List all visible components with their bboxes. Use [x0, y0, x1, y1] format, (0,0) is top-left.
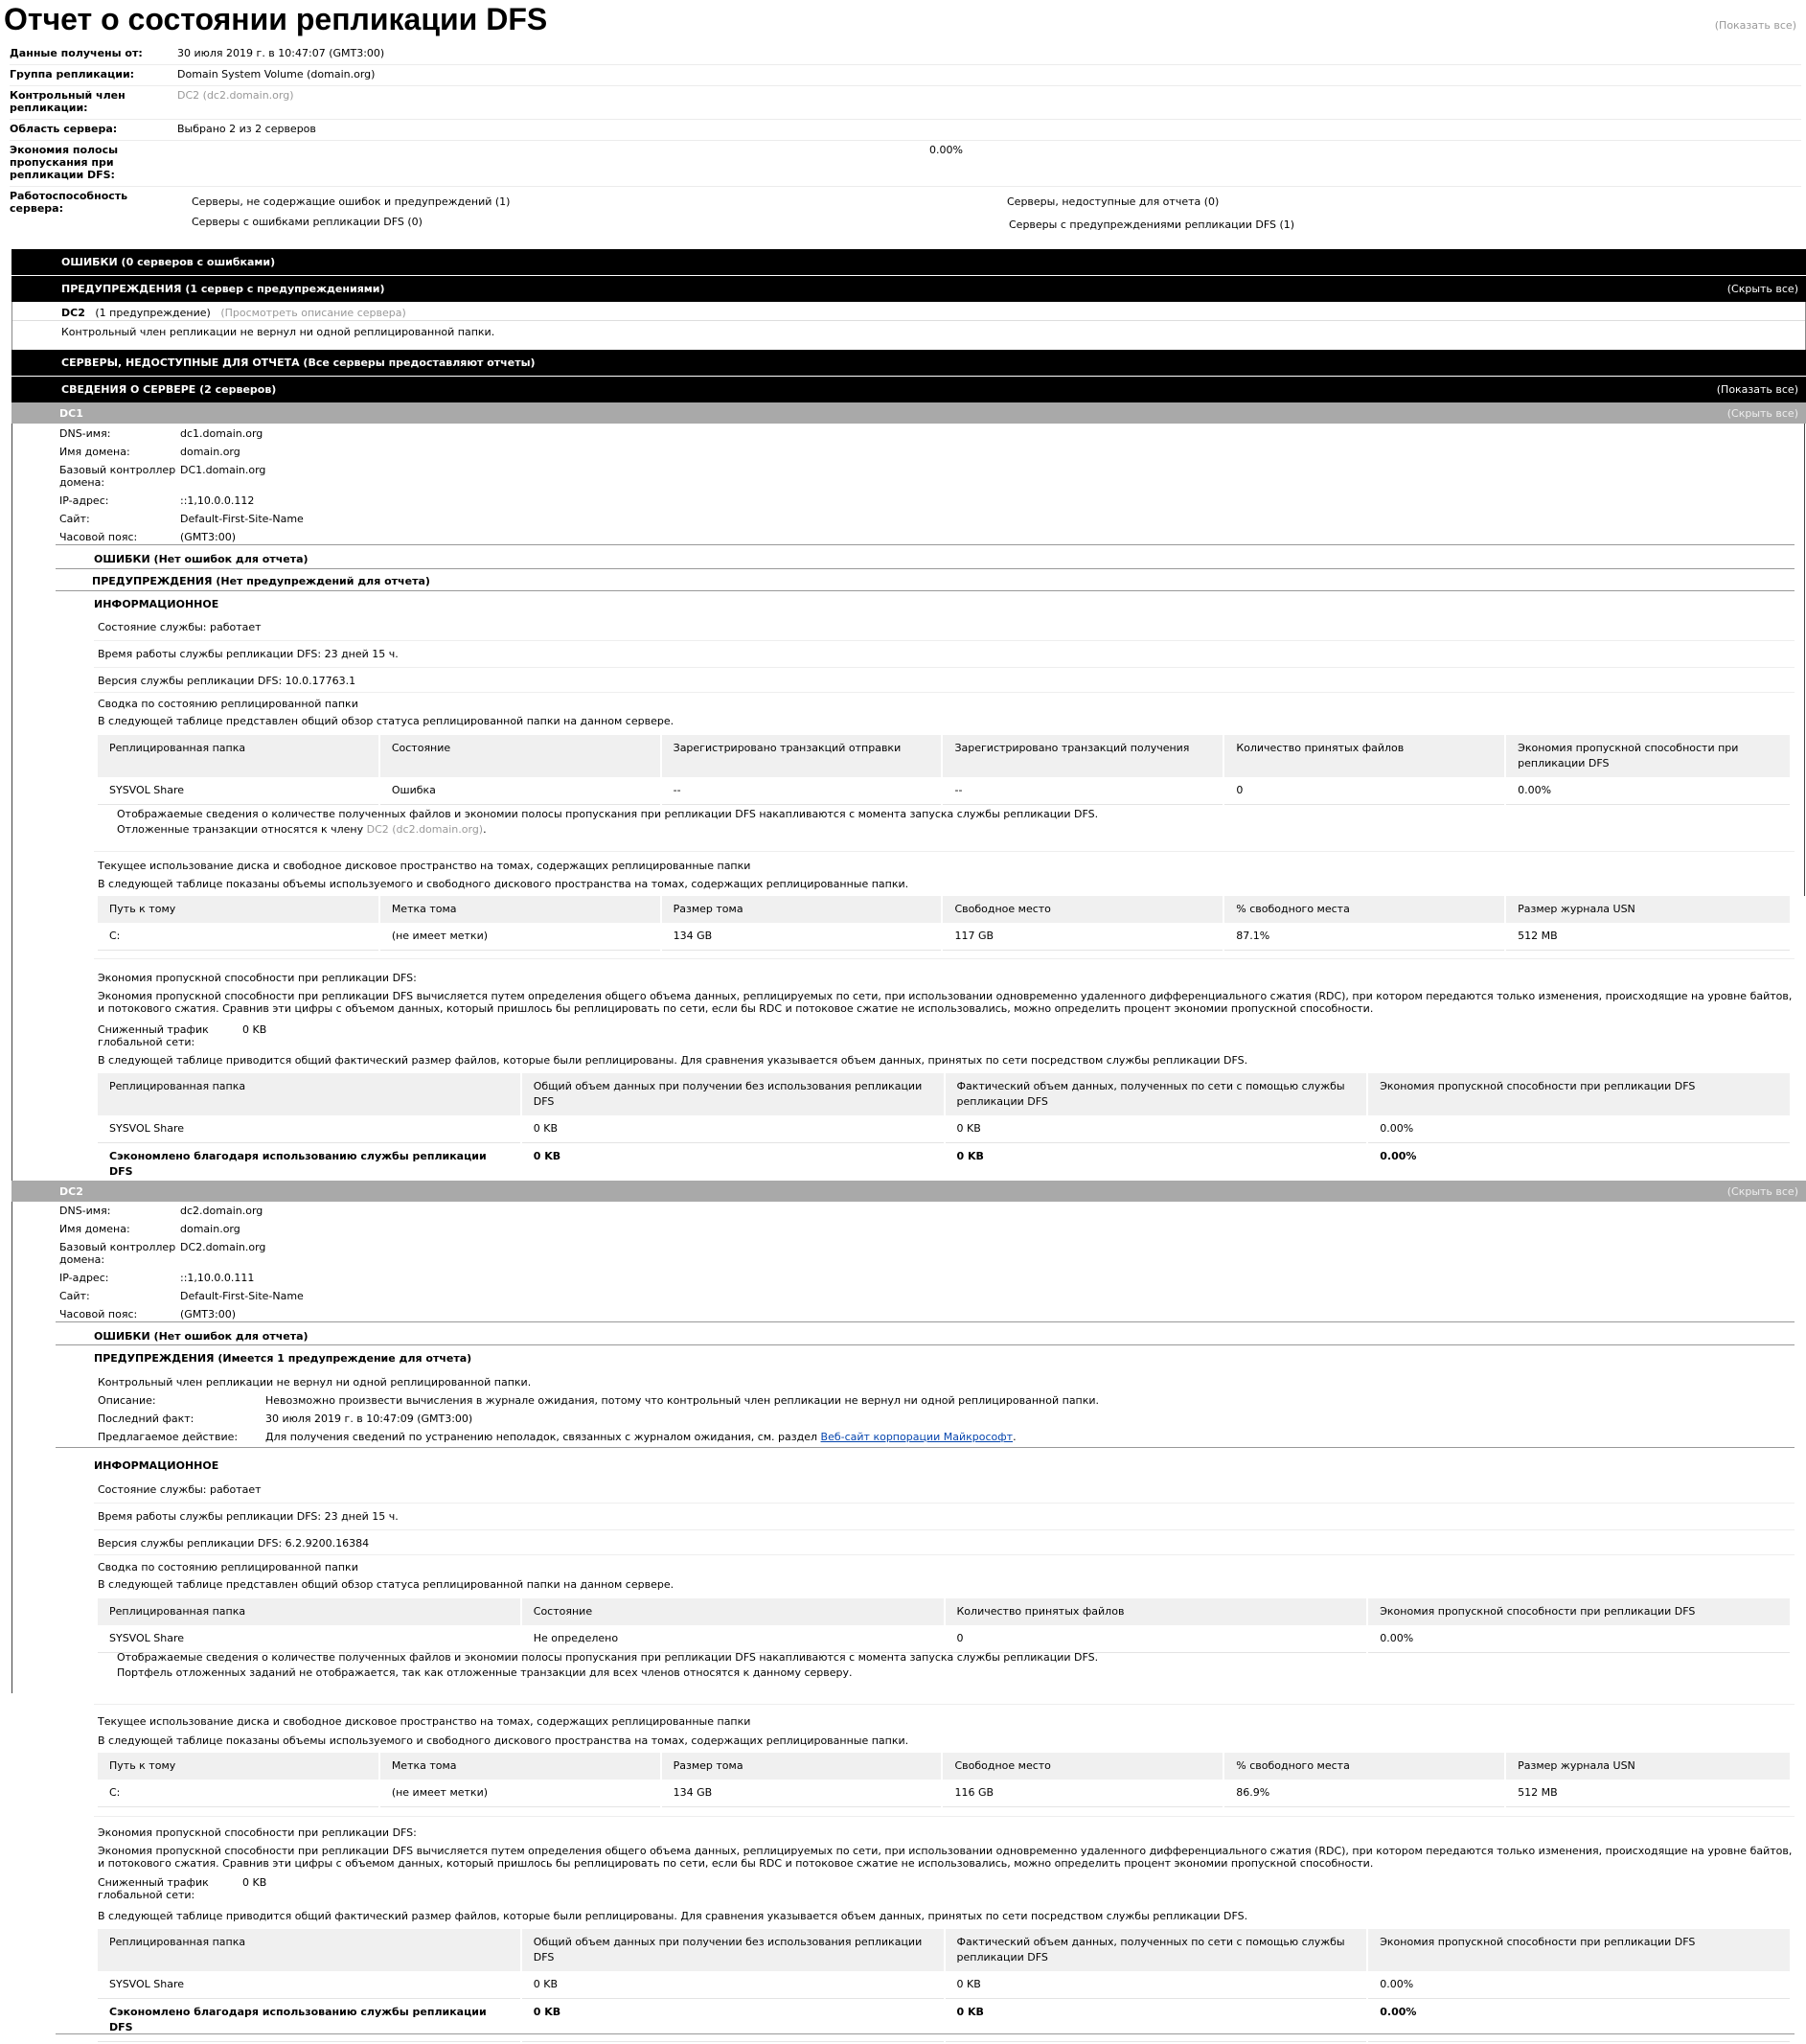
col-header: Фактический объем данных, полученных по сети с помощью службы репликации DFS: [945, 1073, 1368, 1115]
col-header: Метка тома: [379, 896, 661, 923]
summary-desc: В следующей таблице представлен общий обзор статуса реплицированной папки на данном сервере.: [98, 1578, 674, 1591]
health-unavailable-link[interactable]: Серверы, недоступные для отчета (0): [1007, 195, 1220, 208]
wan-value: 0 KB: [242, 1023, 267, 1036]
table-header-row: [98, 1073, 1791, 1115]
service-state: Состояние службы: работает: [98, 621, 262, 633]
field-label: IP-адрес:: [59, 494, 109, 507]
service-version: Версия службы репликации DFS: 10.0.17763.1: [98, 675, 356, 687]
cell: 0 KB: [521, 1999, 945, 2042]
note-accumulation: Отображаемые сведения о количестве полученных файлов и экономии полосы пропускания при репликации DFS накапливаются с момента запуска службы репликации DFS.: [117, 808, 1099, 820]
server-name: DC1: [59, 406, 83, 420]
warning-description: Невозможно произвести вычисления в журнале ожидания, потому что контрольный член репликации не вернул ни одной реплицированной папки.: [265, 1394, 1100, 1407]
note-pending-prefix: Отложенные транзакции относятся к члену: [117, 823, 364, 836]
meta-label: Контрольный член репликации:: [10, 89, 126, 114]
bw-title: Экономия пропускной способности при репликации DFS:: [98, 972, 417, 984]
cell: 0.00%: [1367, 1625, 1791, 1653]
col-header: Состояние: [521, 1598, 945, 1625]
note-pending-suffix: .: [483, 823, 487, 836]
health-warnings-link[interactable]: Серверы с предупреждениями репликации DFS (1): [1009, 218, 1295, 231]
cell: 512 MB: [1505, 923, 1791, 951]
warnings-section-title: ПРЕДУПРЕЖДЕНИЯ (1 сервер с предупреждениями): [61, 283, 385, 295]
cell: Сэкономлено благодаря использованию службы репликации DFS: [98, 1999, 521, 2042]
cell: Ошибка: [379, 777, 661, 805]
server-name: DC2: [59, 1184, 83, 1198]
table-total-row: [98, 1999, 1791, 2042]
meta-label: Данные получены от:: [10, 47, 143, 59]
time-zone: (GMT3:00): [180, 531, 237, 543]
server-info-section-title: СВЕДЕНИЯ О СЕРВЕРЕ (2 серверов): [61, 383, 277, 396]
wan-value: 0 KB: [242, 1876, 267, 1889]
site-name: Default-First-Site-Name: [180, 513, 304, 525]
warning-message: Контрольный член репликации не вернул ни одной реплицированной папки.: [61, 326, 495, 338]
field-label: DNS-имя:: [59, 1205, 111, 1217]
col-header: Путь к тому: [98, 1753, 379, 1780]
cell: (не имеет метки): [379, 923, 661, 951]
warning-last-occurrence: 30 июля 2019 г. в 10:47:09 (GMT3:00): [265, 1412, 473, 1425]
summary-title: Сводка по состоянию реплицированной папки: [98, 698, 358, 710]
cell: --: [661, 777, 943, 805]
cell: 0.00%: [1367, 1143, 1791, 1186]
cell: 0 KB: [945, 1971, 1368, 1999]
cell: 87.1%: [1223, 923, 1505, 951]
cell: 0 KB: [945, 1115, 1368, 1143]
cell: 0.00%: [1367, 1999, 1791, 2042]
field-label: Описание:: [98, 1394, 156, 1407]
cell: 134 GB: [661, 1780, 943, 1807]
cell: SYSVOL Share: [98, 777, 379, 805]
domain-name: domain.org: [180, 1223, 240, 1235]
meta-label: Группа репликации:: [10, 68, 135, 80]
meta-value: Domain System Volume (domain.org): [177, 68, 376, 80]
warning-server-name: DC2: [61, 307, 85, 319]
dc2-warning-message: Контрольный член репликации не вернул ни одной реплицированной папки.: [98, 1376, 532, 1389]
field-label: Базовый контроллер домена:: [59, 1241, 176, 1266]
show-all-servers-link[interactable]: (Показать все): [1716, 383, 1798, 396]
volume-table: [98, 896, 1792, 951]
dc1-info-heading[interactable]: ИНФОРМАЦИОННОЕ: [94, 598, 219, 610]
field-label: Часовой пояс:: [59, 1308, 138, 1321]
ref-member-link[interactable]: DC2 (dc2.domain.org): [177, 89, 294, 102]
bw-desc: Экономия пропускной способности при репликации DFS вычисляется путем определения общего объема данных, реплицируемых по сети, при использовании одновременно удаленного дифференциального сжатия (RDC), при котором передаются только изменения, происходящие на уровне байтов, и потокового сжатия. Сравнив эти цифры с объемом данных, который пришлось бы реплицировать по сети, если бы RDC и потоковое сжатие не использовались, можно определить процент экономии пропускной способности.: [98, 990, 1793, 1015]
errors-section-bar[interactable]: [11, 249, 1806, 275]
dc1-warnings-heading[interactable]: ПРЕДУПРЕЖДЕНИЯ (Нет предупреждений для отчета): [92, 575, 430, 587]
wan-label: Сниженный трафик глобальной сети:: [98, 1876, 209, 1901]
field-label: Базовый контроллер домена:: [59, 464, 176, 489]
meta-value: 30 июля 2019 г. в 10:47:07 (GMT3:00): [177, 47, 385, 59]
table-row: [98, 1780, 1791, 1807]
col-header: Свободное место: [942, 1753, 1223, 1780]
field-label: Имя домена:: [59, 446, 130, 458]
service-version: Версия службы репликации DFS: 6.2.9200.16384: [98, 1537, 370, 1550]
suggested-action: [265, 1431, 1017, 1443]
unavailable-section-bar[interactable]: [11, 350, 1806, 376]
col-header: Общий объем данных при получении без использования репликации DFS: [521, 1073, 945, 1115]
disk-desc: В следующей таблице показаны объемы используемого и свободного дискового пространства на томах, содержащих реплицированные папки.: [98, 878, 909, 890]
wan-label: Сниженный трафик глобальной сети:: [98, 1023, 209, 1048]
warnings-section-bar[interactable]: [11, 276, 1806, 302]
volume-table: [98, 1753, 1792, 1807]
table-header-row: [98, 1929, 1791, 1971]
col-header: Количество принятых файлов: [1223, 735, 1505, 777]
folder-status-table: [98, 735, 1792, 805]
col-header: Экономия пропускной способности при репликации DFS: [1367, 1598, 1791, 1625]
field-label: Сайт:: [59, 513, 90, 525]
errors-section-title: ОШИБКИ (0 серверов с ошибками): [61, 256, 276, 268]
ip-address: ::1,10.0.0.111: [180, 1272, 255, 1284]
table-row: [98, 923, 1791, 951]
warning-server-line: [61, 307, 406, 319]
col-header: Общий объем данных при получении без использования репликации DFS: [521, 1929, 945, 1971]
suggested-action-suffix: .: [1013, 1431, 1017, 1443]
meta-label: Экономия полосы пропускания при репликации DFS:: [10, 144, 119, 181]
server-dc2-header[interactable]: [11, 1181, 1806, 1202]
bandwidth-table: [98, 1929, 1792, 2042]
meta-value: Выбрано 2 из 2 серверов: [177, 123, 316, 135]
col-header: Зарегистрировано транзакций отправки: [661, 735, 943, 777]
table-header-row: [98, 735, 1791, 777]
domain-name: domain.org: [180, 446, 240, 458]
service-uptime: Время работы службы репликации DFS: 23 дней 15 ч.: [98, 1510, 399, 1523]
field-label: DNS-имя:: [59, 427, 111, 440]
dc2-info-heading[interactable]: ИНФОРМАЦИОННОЕ: [94, 1459, 219, 1472]
col-header: Метка тома: [379, 1753, 661, 1780]
cell: 0: [945, 1625, 1368, 1653]
summary-title: Сводка по состоянию реплицированной папки: [98, 1561, 358, 1573]
domain-controller: DC1.domain.org: [180, 464, 266, 476]
cell: 512 MB: [1505, 1780, 1791, 1807]
cell: --: [942, 777, 1223, 805]
meta-label: Область сервера:: [10, 123, 118, 135]
col-header: % свободного места: [1223, 896, 1505, 923]
cell: 0 KB: [521, 1971, 945, 1999]
domain-controller: DC2.domain.org: [180, 1241, 266, 1253]
field-label: Сайт:: [59, 1290, 90, 1302]
col-header: Реплицированная папка: [98, 735, 379, 777]
field-label: Последний факт:: [98, 1412, 194, 1425]
dns-name: dc2.domain.org: [180, 1205, 263, 1217]
report-meta: [10, 44, 1801, 242]
table-row: [98, 1115, 1791, 1143]
bw-table-desc: В следующей таблице приводится общий фактический размер файлов, которые были реплицированы. Для сравнения указывается объем данных, принятых по сети посредством службы репликации DFS.: [98, 1054, 1248, 1067]
cell: 116 GB: [942, 1780, 1223, 1807]
cell: 0 KB: [521, 1115, 945, 1143]
disk-title: Текущее использование диска и свободное дисковое пространство на томах, содержащих реплицированные папки: [98, 860, 751, 872]
cell: 0.00%: [1367, 1115, 1791, 1143]
site-name: Default-First-Site-Name: [180, 1290, 304, 1302]
note-pending: [117, 823, 487, 837]
dc2-errors-heading[interactable]: ОШИБКИ (Нет ошибок для отчета): [94, 1330, 309, 1343]
col-header: Размер тома: [661, 896, 943, 923]
disk-title: Текущее использование диска и свободное дисковое пространство на томах, содержащих реплицированные папки: [98, 1715, 751, 1728]
col-header: Свободное место: [942, 896, 1223, 923]
folder-status-table: [98, 1598, 1792, 1653]
cell: 0: [1223, 777, 1505, 805]
microsoft-website-link[interactable]: Веб-сайт корпорации Майкрософт: [820, 1431, 1014, 1443]
table-header-row: [98, 896, 1791, 923]
cell: 0.00%: [1505, 777, 1791, 805]
col-header: Размер журнала USN: [1505, 896, 1791, 923]
cell: C:: [98, 923, 379, 951]
cell: SYSVOL Share: [98, 1115, 521, 1143]
field-label: Часовой пояс:: [59, 531, 138, 543]
note-backlog: Портфель отложенных заданий не отображается, так как отложенные транзакции для всех членов относятся к данному серверу.: [117, 1666, 853, 1679]
dc1-errors-heading[interactable]: ОШИБКИ (Нет ошибок для отчета): [94, 553, 309, 565]
col-header: Реплицированная папка: [98, 1598, 521, 1625]
meta-value: 0.00%: [929, 144, 963, 156]
cell: 134 GB: [661, 923, 943, 951]
dc2-warnings-heading[interactable]: ПРЕДУПРЕЖДЕНИЯ (Имеется 1 предупреждение для отчета): [94, 1352, 472, 1365]
bw-title: Экономия пропускной способности при репликации DFS:: [98, 1826, 417, 1839]
field-label: Предлагаемое действие:: [98, 1431, 239, 1443]
col-header: Реплицированная папка: [98, 1073, 521, 1115]
col-header: Зарегистрировано транзакций получения: [942, 735, 1223, 777]
col-header: Экономия пропускной способности при репликации DFS: [1505, 735, 1791, 777]
col-header: Экономия пропускной способности при репликации DFS: [1367, 1929, 1791, 1971]
bandwidth-table: [98, 1073, 1792, 1186]
bw-table-desc: В следующей таблице приводится общий фактический размер файлов, которые были реплицированы. Для сравнения указывается объем данных, принятых по сети посредством службы репликации DFS.: [98, 1910, 1248, 1922]
cell: 0 KB: [521, 1143, 945, 1186]
cell: 0 KB: [945, 1143, 1368, 1186]
table-row: [98, 1971, 1791, 1999]
cell: SYSVOL Share: [98, 1971, 521, 1999]
meta-label: Работоспособность сервера:: [10, 190, 128, 215]
hide-all-dc2-link[interactable]: (Скрыть все): [1726, 1184, 1798, 1198]
cell: C:: [98, 1780, 379, 1807]
table-total-row: [98, 1143, 1791, 1186]
cell: Сэкономлено благодаря использованию службы репликации DFS: [98, 1143, 521, 1186]
table-row: [98, 777, 1791, 805]
col-header: % свободного места: [1223, 1753, 1505, 1780]
col-header: Фактический объем данных, полученных по сети с помощью службы репликации DFS: [945, 1929, 1368, 1971]
health-errors-link[interactable]: Серверы с ошибками репликации DFS (0): [192, 216, 423, 228]
table-header-row: [98, 1753, 1791, 1780]
col-header: Реплицированная папка: [98, 1929, 521, 1971]
disk-desc: В следующей таблице показаны объемы используемого и свободного дискового пространства на томах, содержащих реплицированные папки.: [98, 1734, 909, 1747]
hide-all-dc1-link[interactable]: (Скрыть все): [1726, 406, 1798, 420]
cell: 0.00%: [1367, 1971, 1791, 1999]
cell: 86.9%: [1223, 1780, 1505, 1807]
summary-desc: В следующей таблице представлен общий обзор статуса реплицированной папки на данном сервере.: [98, 715, 674, 727]
col-header: Экономия пропускной способности при репликации DFS: [1367, 1073, 1791, 1115]
pending-member-link[interactable]: DC2 (dc2.domain.org): [366, 823, 484, 836]
health-ok-link[interactable]: Серверы, не содержащие ошибок и предупреждений (1): [192, 195, 511, 208]
time-zone: (GMT3:00): [180, 1308, 237, 1321]
col-header: Размер журнала USN: [1505, 1753, 1791, 1780]
warning-count: (1 предупреждение): [95, 307, 211, 319]
col-header: Размер тома: [661, 1753, 943, 1780]
dns-name: dc1.domain.org: [180, 427, 263, 440]
unavailable-section-title: СЕРВЕРЫ, НЕДОСТУПНЫЕ ДЛЯ ОТЧЕТА (Все серверы предоставляют отчеты): [61, 356, 536, 369]
table-header-row: [98, 1598, 1791, 1625]
service-uptime: Время работы службы репликации DFS: 23 дней 15 ч.: [98, 648, 399, 660]
suggested-action-text: Для получения сведений по устранению неполадок, связанных с журналом ожидания, см. раздел: [265, 1431, 818, 1443]
col-header: Состояние: [379, 735, 661, 777]
show-all-link[interactable]: (Показать все): [1714, 19, 1796, 32]
page-title: Отчет о состоянии репликации DFS: [4, 2, 548, 36]
table-row: [98, 1625, 1791, 1653]
hide-all-link[interactable]: (Скрыть все): [1726, 283, 1798, 295]
view-server-description-link[interactable]: (Просмотреть описание сервера): [220, 307, 406, 319]
col-header: Путь к тому: [98, 896, 379, 923]
server-dc1-header[interactable]: [11, 402, 1806, 424]
cell: 117 GB: [942, 923, 1223, 951]
cell: 0 KB: [945, 1999, 1368, 2042]
col-header: Количество принятых файлов: [945, 1598, 1368, 1625]
server-info-section-bar[interactable]: [11, 377, 1806, 402]
cell: (не имеет метки): [379, 1780, 661, 1807]
field-label: Имя домена:: [59, 1223, 130, 1235]
service-state: Состояние службы: работает: [98, 1483, 262, 1496]
cell: Не определено: [521, 1625, 945, 1653]
note-accumulation: Отображаемые сведения о количестве полученных файлов и экономии полосы пропускания при репликации DFS накапливаются с момента запуска службы репликации DFS.: [117, 1651, 1099, 1664]
ip-address: ::1,10.0.0.112: [180, 494, 255, 507]
bw-desc: Экономия пропускной способности при репликации DFS вычисляется путем определения общего объема данных, реплицируемых по сети, при использовании одновременно удаленного дифференциального сжатия (RDC), при котором передаются только изменения, происходящие на уровне байтов, и потокового сжатия. Сравнив эти цифры с объемом данных, который пришлось бы реплицировать по сети, если бы RDC и потоковое сжатие не использовались, можно определить процент экономии пропускной способности.: [98, 1845, 1793, 1870]
cell: SYSVOL Share: [98, 1625, 521, 1653]
field-label: IP-адрес:: [59, 1272, 109, 1284]
